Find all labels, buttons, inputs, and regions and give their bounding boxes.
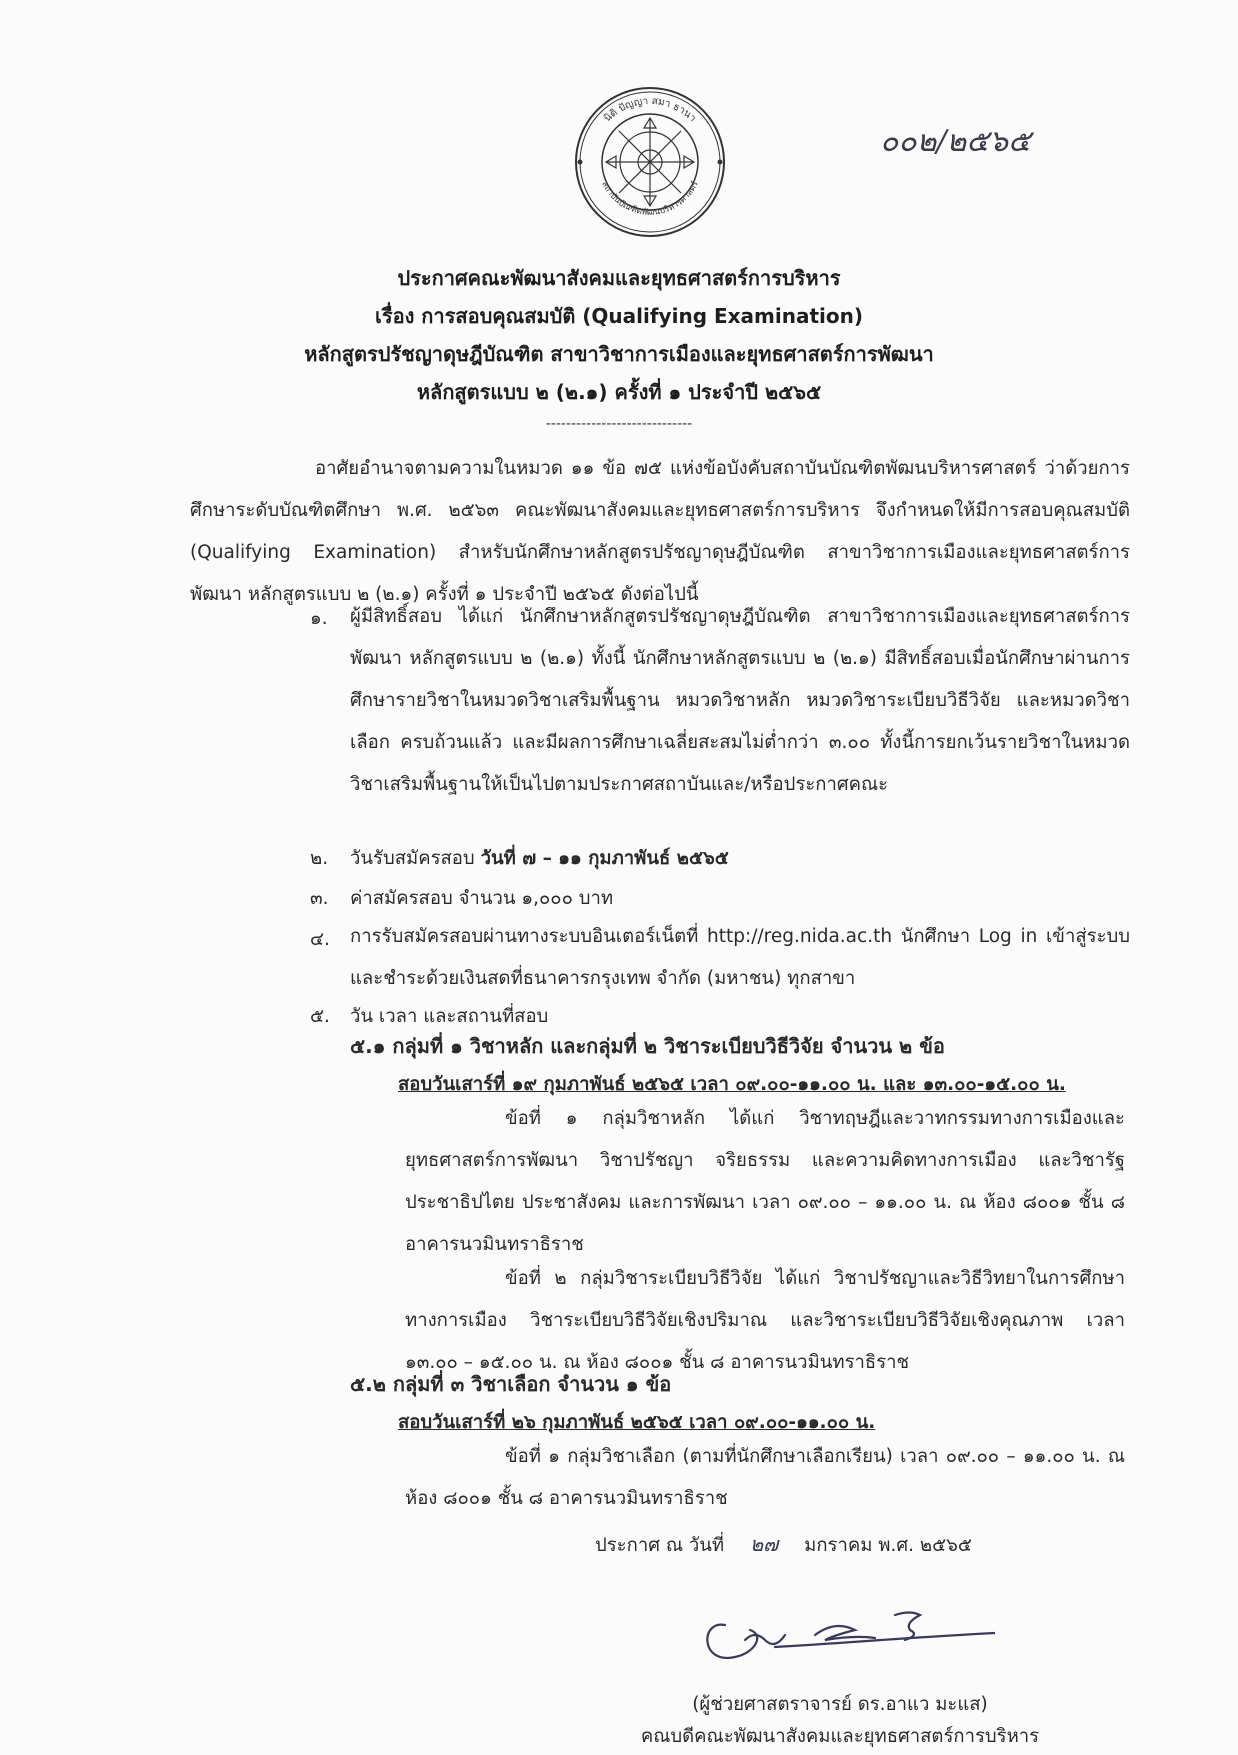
header-line-1: ประกาศคณะพัฒนาสังคมและยุทธศาสตร์การบริหาร <box>397 266 841 290</box>
announcement-prefix: ประกาศ ณ วันที่ <box>595 1535 725 1556</box>
item-4-number: ๔. <box>310 929 330 950</box>
item-2-value: วันที่ ๗ – ๑๑ กุมภาพันธ์ ๒๕๖๕ <box>480 848 729 869</box>
item-2-number: ๒. <box>310 848 329 869</box>
announcement-date <box>595 1528 972 1560</box>
announcement-suffix: มกราคม พ.ศ. ๒๕๖๕ <box>804 1535 972 1556</box>
section-5-1-heading: ๕.๑ กลุ่มที่ ๑ วิชาหลัก และกลุ่มที่ ๒ วิชาระเบียบวิธีวิจัย จำนวน ๒ ข้อ <box>350 1034 945 1058</box>
item-5-number: ๕. <box>310 1006 330 1027</box>
intro-paragraph: อาศัยอำนาจตามความในหมวด ๑๑ ข้อ ๗๕ แห่งข้อบังคับสถาบันบัณฑิตพัฒนบริหารศาสตร์ ว่าด้วยการศึกษาระดับบัณฑิตศึกษา พ.ศ. ๒๕๖๓ คณะพัฒนาสังคมและยุทธศาสตร์การบริหาร จึงกำหนดให้มีการสอบคุณสมบัติ (Qualifying Examination) สำหรับนักศึกษาหลักสูตรปรัชญาดุษฎีบัณฑิต สาขาวิชาการเมืองและยุทธศาสตร์การพัฒนา หลักสูตรแบบ ๒ (๒.๑) ครั้งที่ ๑ ประจำปี ๒๕๖๕ ดังต่อไปนี้ <box>190 458 1130 605</box>
header-line-4: หลักสูตรแบบ ๒ (๒.๑) ครั้งที่ ๑ ประจำปี ๒๕๖๕ <box>416 380 822 404</box>
section-5-2-q1: ข้อที่ ๑ กลุ่มวิชาเลือก (ตามที่นักศึกษาเลือกเรียน) เวลา ๐๙.๐๐ – ๑๑.๐๐ น. ณ ห้อง ๘๐๐๑ ชั้น ๘ อาคารนวมินทราธิราช <box>405 1446 1125 1509</box>
section-5-2-date: สอบวันเสาร์ที่ ๒๖ กุมภาพันธ์ ๒๕๖๕ เวลา ๐๙.๐๐-๑๑.๐๐ น. <box>398 1412 876 1433</box>
handwritten-reference-number: ๐๐๒/๒๕๖๕ <box>880 124 1031 159</box>
announcement-day-handwritten: ๒๗ <box>750 1532 779 1556</box>
section-5-1-q2: ข้อที่ ๒ กลุ่มวิชาระเบียบวิธีวิจัย ได้แก่ วิชาปรัชญาและวิธีวิทยาในการศึกษาทางการเมือง วิชาระเบียบวิธีวิจัยเชิงปริมาณ และวิชาระเบียบวิธีวิจัยเชิงคุณภาพ เวลา ๑๓.๐๐ – ๑๕.๐๐ น. ณ ห้อง ๘๐๐๑ ชั้น ๘ อาคารนวมินทราธิราช <box>405 1268 1125 1373</box>
item-3-text: ค่าสมัครสอบ จำนวน ๑,๐๐๐ บาท <box>350 888 614 909</box>
item-1-number: ๑. <box>310 608 328 629</box>
signatory-name: (ผู้ช่วยศาสตราจารย์ ดร.อาแว มะแส) <box>692 1694 988 1715</box>
institution-seal-icon <box>570 82 730 242</box>
seal-bottom-text: สถาบันบัณฑิตพัฒนบริหารศาสตร์ <box>599 179 701 218</box>
signatory-position: คณบดีคณะพัฒนาสังคมและยุทธศาสตร์การบริหาร <box>640 1726 1040 1747</box>
header-line-3: หลักสูตรปรัชญาดุษฎีบัณฑิต สาขาวิชาการเมืองและยุทธศาสตร์การพัฒนา <box>304 342 934 366</box>
header-line-2: เรื่อง การสอบคุณสมบัติ (Qualifying Examination) <box>374 304 863 328</box>
section-5-1-date: สอบวันเสาร์ที่ ๑๙ กุมภาพันธ์ ๒๕๖๕ เวลา ๐๙.๐๐-๑๑.๐๐ น. และ ๑๓.๐๐-๑๕.๐๐ น. <box>398 1074 1066 1095</box>
signature-icon <box>695 1595 995 1675</box>
seal-top-text: นิติ ปัญญา สมา ธานา <box>602 95 698 125</box>
item-3-number: ๓. <box>310 888 329 909</box>
item-4-text: การรับสมัครสอบผ่านทางระบบอินเตอร์เน็ตที่ http://reg.nida.ac.th นักศึกษา Log in เข้าสู่ระบบ และชำระด้วยเงินสดที่ธนาคารกรุงเทพ จำกัด (มหาชน) ทุกสาขา <box>350 926 1130 989</box>
section-5-2-heading: ๕.๒ กลุ่มที่ ๓ วิชาเลือก จำนวน ๑ ข้อ <box>350 1372 672 1396</box>
item-2-line <box>350 844 729 873</box>
item-5-text: วัน เวลา และสถานที่สอบ <box>350 1006 549 1027</box>
section-5-1-q1: ข้อที่ ๑ กลุ่มวิชาหลัก ได้แก่ วิชาทฤษฎีและวาทกรรมทางการเมืองและยุทธศาสตร์การพัฒนา วิชาปรัชญา จริยธรรม และความคิดทางการเมือง และวิชารัฐประชาธิปไตย ประชาสังคม และการพัฒนา เวลา ๐๙.๐๐ – ๑๑.๐๐ น. ณ ห้อง ๘๐๐๑ ชั้น ๘ อาคารนวมินทราธิราช <box>405 1108 1125 1255</box>
item-2-label: วันรับสมัครสอบ <box>350 848 475 869</box>
header-divider: ----------------------------- <box>545 416 693 432</box>
item-1-text: ผู้มีสิทธิ์สอบ ได้แก่ นักศึกษาหลักสูตรปรัชญาดุษฎีบัณฑิต สาขาวิชาการเมืองและยุทธศาสตร์การพัฒนา หลักสูตรแบบ ๒ (๒.๑) ทั้งนี้ นักศึกษาหลักสูตรแบบ ๒ (๒.๑) มีสิทธิ์สอบเมื่อนักศึกษาผ่านการศึกษารายวิชาในหมวดวิชาเสริมพื้นฐาน หมวดวิชาหลัก หมวดวิชาระเบียบวิธีวิจัย และหมวดวิชาเลือก ครบถ้วนแล้ว และมีผลการศึกษาเฉลี่ยสะสมไม่ต่ำกว่า ๓.๐๐ ทั้งนี้การยกเว้นรายวิชาในหมวดวิชาเสริมพื้นฐานให้เป็นไปตามประกาศสถาบันและ/หรือประกาศคณะ <box>350 606 1130 795</box>
